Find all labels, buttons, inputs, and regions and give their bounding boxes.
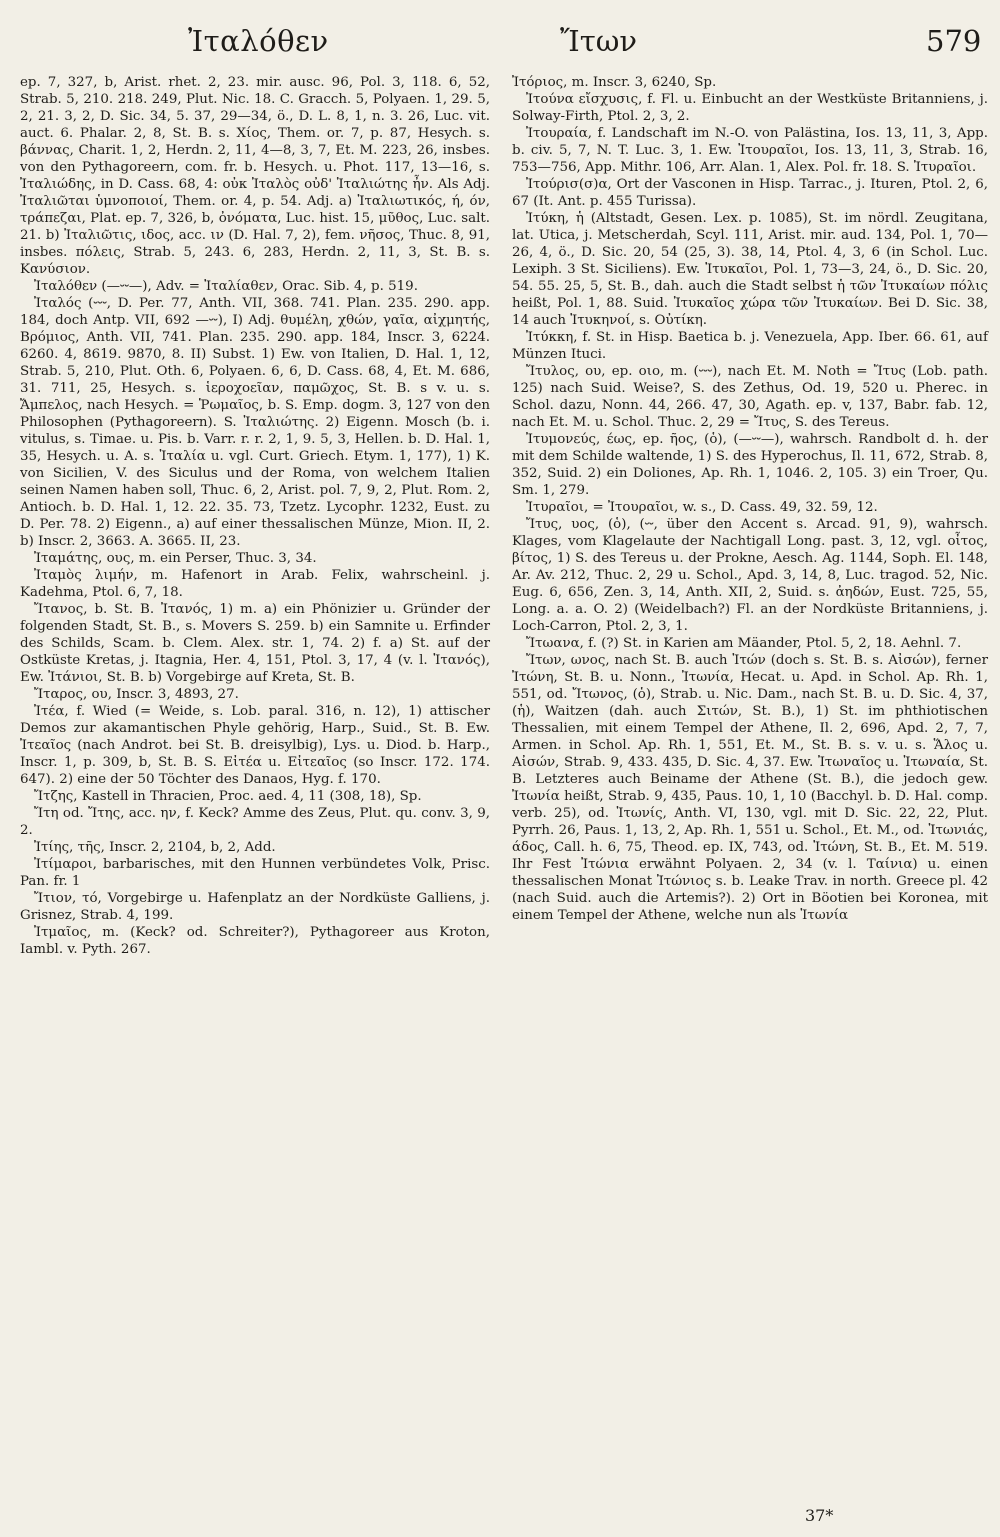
entry: Ἴτωανα, f. (?) St. in Karien am Mäander, Ptol. 5, 2, 18. Aehnl. 7. <box>526 636 962 651</box>
page-header <box>0 18 1000 68</box>
left-column <box>20 74 490 958</box>
page-number: 579 <box>926 24 982 58</box>
entry: Ἰτυραῖοι, = Ἰτουραῖοι, w. s., D. Cass. 49, 32. 59, 12. <box>526 500 878 515</box>
entry: Ἰταλόθεν (—⏑⏑—), Adv. = Ἰταλίαθεν, Orac. Sib. 4, p. 519. <box>34 279 418 294</box>
entry: Ἴτυς, υος, (ὁ), (⏑⏑, über den Accent s. Arcad. 91, 9), wahrsch. Klages, vom Klagelaute der Nachtigall Long. past. 3, 12, vgl. οἶτος, βίτος, 1) S. des Tereus u. der Prokne, Aesch. Ag. 1144, Soph. El. 148, Ar. Av. 212, Thuc. 2, 29 u. Schol., Apd. 3, 14, 8, Luc. tragod. 52, Nic. Eug. 6, 656, Zen. 3, 14, Anth. XII, 2, Suid. s. ἀηδών, Eust. 725, 55, Long. a. a. O. 2) (Weidelbach?) Fl. an der Nordküste Britanniens, j. Loch-Carron, Ptol. 2, 3, 1. <box>512 517 988 634</box>
entry: Ἰτύκκη, f. St. in Hisp. Baetica b. j. Venezuela, App. Iber. 66. 61, auf Münzen Ituci. <box>512 330 988 362</box>
entry: Ἴτανος, b. St. B. Ἰτανός, 1) m. a) ein Phönizier u. Gründer der folgenden Stadt, St. B., s. Movers S. 259. b) ein Samnite u. Erfinder des Schilds, Scam. b. Clem. Alex. str. 1, 74. 2) f. a) St. auf der Ostküste Kretas, j. Itagnia, Her. 4, 151, Ptol. 3, 17, 4 (v. l. Ἰτανός), Ew. Ἰτάνιοι, St. B. b) Vorgebirge auf Kreta, St. B. <box>20 602 490 685</box>
entry: Ἰτμαῖος, m. (Keck? od. Schreiter?), Pythagoreer aus Kroton, Iambl. v. Pyth. 267. <box>20 925 490 957</box>
entry: Ἰτούνα εἴσχυσις, f. Fl. u. Einbucht an der Westküste Britanniens, j. Solway-Firth, Ptol. 2, 3, 2. <box>512 92 988 124</box>
entry: Ἴτζης, Kastell in Thracien, Proc. aed. 4, 11 (308, 18), Sp. <box>34 789 422 804</box>
entry: Ἰτίμαροι, barbarisches, mit den Hunnen verbündetes Volk, Prisc. Pan. fr. 1 <box>20 857 490 889</box>
entry: Ἰταμὸς λιμήν, m. Hafenort in Arab. Felix, wahrscheinl. j. Kadehma, Ptol. 6, 7, 18. <box>20 568 490 600</box>
entry: Ἴτων, ωνος, nach St. B. auch Ἰτών (doch s. St. B. s. Αἰσών), ferner Ἰτώνη, St. B. u. Nonn., Ἰτωνία, Hecat. u. Apd. in Schol. Ap. Rh. 1, 551, od. Ἴτωνος, (ὁ), Strab. u. Nic. Dam., nach St. B. u. D. Sic. 4, 37, (ἡ), Waitzen (dah. auch Σιτών, St. B.), 1) St. im phthiotischen Thessalien, mit einem Tempel der Athene, Il. 2, 696, Apd. 2, 7, 7, Armen. in Schol. Ap. Rh. 1, 551, Et. M., St. B. s. v. u. s. Ἅλος u. Αἰσών, Strab. 9, 433. 435, D. Sic. 4, 37. Ew. Ἰτωναῖος u. Ἰτωναία, St. B. Letzteres auch Beiname der Athene (St. B.), die jedoch gew. Ἰτωνία heißt, Strab. 9, 435, Paus. 10, 1, 10 (Bacchyl. b. D. Hal. comp. verb. 25), od. Ἰτωνίς, Anth. VI, 130, vgl. mit D. Sic. 22, 22, Plut. Pyrrh. 26, Paus. 1, 13, 2, Ap. Rh. 1, 551 u. Schol., Et. M., od. Ἰτωνιάς, άδος, Call. h. 6, 75, Theod. ep. IX, 743, od. Ἰτώνη, St. B., Et. M. 519. Ihr Fest Ἰτώνια erwähnt Polyaen. 2, 34 (v. l. Ταίνια) u. einen thessalischen Monat Ἰτώνιος s. b. Leake Trav. in north. Greece pl. 42 (nach Suid. auch die Artemis?). 2) Ort in Böotien bei Koronea, mit einem Tempel der Athene, welche nun als Ἰτωνία <box>512 653 988 923</box>
entry: Ἰτέα, f. Wied (= Weide, s. Lob. paral. 316, n. 12), 1) attischer Demos zur akamantischen Phyle gehörig, Harp., Suid., St. B. Ew. Ἰτεαῖος (nach Androt. bei St. B. dreisylbig), Lys. u. Diod. b. Harp., Inscr. 1, p. 309, b, St. B. S. Εἰτέα u. Εἰτεαῖος (so Inscr. 172. 174. 647). 2) eine der 50 Töchter des Danaos, Hyg. f. 170. <box>20 704 490 787</box>
entry: Ἴτυλος, ου, ep. οιο, m. (⏑⏑⏑), nach Et. M. Noth = Ἴτυς (Lob. path. 125) nach Suid. Weise?, S. des Zethus, Od. 19, 520 u. Pherec. in Schol. dazu, Nonn. 44, 266. 47, 30, Agath. ep. v, 137, Babr. fab. 12, nach Et. M. u. Schol. Thuc. 2, 29 = Ἴτυς, S. des Tereus. <box>512 364 988 430</box>
left-running-headword: Ἰταλόθεν <box>188 24 329 58</box>
entry: ep. 7, 327, b, Arist. rhet. 2, 23. mir. ausc. 96, Pol. 3, 118. 6, 52, Strab. 5, 210. 218. 249, Plut. Nic. 18. C. Gracch. 5, Polyaen. 1, 29. 5, 2, 21. 3, 2, D. Sic. 34, 5. 37, 29—34, ö., D. L. 8, 1, n. 3. 26, Luc. vit. auct. 6. Phalar. 2, 8, St. B. s. Χίος, Them. or. 7, p. 87, Hesych. s. βάννας, Charit. 1, 2, Herdn. 2, 11, 4—8, 3, 7, Et. M. 223, 26, insbes. von den Pythagoreern, com. fr. b. Hesych. u. Phot. 117, 13—16, s. Ἰταλιώδης, in D. Cass. 68, 4: οὐκ Ἰταλὸς οὐδ' Ἰταλιώτης ἦν. Als Adj. Ἰταλιῶται ὑμνοποιοί, Them. or. 4, p. 54. Adj. a) Ἰταλιωτικός, ή, όν, τράπεζαι, Plat. ep. 7, 326, b, ὀνόματα, Luc. hist. 15, μῦθος, Luc. salt. 21. b) Ἰταλιῶτις, ιδος, acc. ιν (D. Hal. 7, 2), fem. νῆσος, Thuc. 8, 91, insbes. πόλεις, Strab. 5, 243. 6, 283, Herdn. 2, 11, 3, St. B. s. Κανύσιον. <box>20 75 490 277</box>
entry: Ἰτύκη, ἡ (Altstadt, Gesen. Lex. p. 1085), St. im nördl. Zeugitana, lat. Utica, j. Metscherdah, Scyl. 111, Arist. mir. aud. 134, Pol. 1, 70—26, 4, ö., D. Sic. 20, 54 (25, 3). 38, 14, Ptol. 4, 3, 6 (in Schol. Luc. Lexiph. 3 St. Siciliens). Ew. Ἰτυκαῖοι, Pol. 1, 73—3, 24, ö., D. Sic. 20, 54. 55. 25, 5, St. B., dah. auch die Stadt selbst ἡ τῶν Ἰτυκαίων πόλις heißt, Pol. 1, 88. Suid. Ἰτυκαῖος χώρα τῶν Ἰτυκαίων. Bei D. Sic. 38, 14 auch Ἰτυκηνοί, s. Οὐτίκη. <box>512 211 988 328</box>
entry: Ἰτουραία, f. Landschaft im N.-O. von Palästina, Ios. 13, 11, 3, App. b. civ. 5, 7, N. T. Luc. 3, 1. Ew. Ἰτουραῖοι, Ios. 13, 11, 3, Strab. 16, 753—756, App. Mithr. 106, Arr. Alan. 1, Alex. Pol. fr. 18. S. Ἰτυραῖοι. <box>512 126 988 175</box>
entry: Ἴταρος, ου, Inscr. 3, 4893, 27. <box>34 687 239 702</box>
entry: Ἰτούρισ(σ)α, Ort der Vasconen in Hisp. Tarrac., j. Ituren, Ptol. 2, 6, 67 (It. Ant. p. 455 Turissa). <box>512 177 988 209</box>
right-running-headword: Ἴτων <box>560 24 638 58</box>
entry: Ἰτυμονεύς, έως, ep. ῆος, (ὁ), (—⏑⏑—), wahrsch. Randbolt d. h. der mit dem Schilde waltende, 1) S. des Hyperochus, Il. 11, 672, Strab. 8, 352, Suid. 2) ein Doliones, Ap. Rh. 1, 1046. 2, 105. 3) ein Troer, Qu. Sm. 1, 279. <box>512 432 988 498</box>
entry: Ἰταμάτης, ους, m. ein Perser, Thuc. 3, 34. <box>34 551 317 566</box>
entry: Ἴτιον, τό, Vorgebirge u. Hafenplatz an der Nordküste Galliens, j. Grisnez, Strab. 4, 199. <box>20 891 490 923</box>
entry: Ἰτίης, τῆς, Inscr. 2, 2104, b, 2, Add. <box>34 840 276 855</box>
entry: Ἴτη od. Ἴτης, acc. ην, f. Keck? Amme des Zeus, Plut. qu. conv. 3, 9, 2. <box>20 806 490 838</box>
right-column <box>512 74 988 924</box>
entry: Ἰταλός (⏑⏑⏑, D. Per. 77, Anth. VII, 368. 741. Plan. 235. 290. app. 184, doch Antp. VII, 692 —⏑⏑), I) Adj. θυμέλη, χθών, γαῖα, αἰχμητής, Βρόμιος, Anth. VII, 741. Plan. 235. 290. app. 184, Inscr. 3, 6224. 6260. 4, 8619. 9870, 8. II) Subst. 1) Ew. von Italien, D. Hal. 1, 12, Strab. 5, 210, Plut. Oth. 6, Polyaen. 6, 6, D. Cass. 68, 4, Et. M. 686, 31. 711, 25, Hesych. s. ἱεροχοεῖαν, παμῶχος, St. B. s v. u. s. Ἄμπελος, nach Hesych. = Ῥωμαῖος, b. S. Emp. dogm. 3, 127 von den Philosophen (Pythagoreern). S. Ἰταλιώτης. 2) Eigenn. Mosch (b. i. vitulus, s. Timae. u. Pis. b. Varr. r. r. 2, 1, 9. 5, 3, Hellen. b. D. Hal. 1, 35, Hesych. u. A. s. Ἰταλία u. vgl. Curt. Griech. Etym. 1, 177), 1) K. von Sicilien, V. des Siculus und der Roma, von welchem Italien seinen Namen haben soll, Thuc. 6, 2, Arist. pol. 7, 9, 2, Plut. Rom. 2, Antioch. b. D. Hal. 1, 12. 22. 35. 73, Tzetz. Lycophr. 1232, Eust. zu D. Per. 78. 2) Eigenn., a) auf einer thessalischen Münze, Mion. II, 2. b) Inscr. 2, 3663. A. 3665. II, 23. <box>20 296 490 549</box>
signature-mark: 37* <box>805 1506 834 1525</box>
entry: Ἰτόριος, m. Inscr. 3, 6240, Sp. <box>512 75 717 90</box>
